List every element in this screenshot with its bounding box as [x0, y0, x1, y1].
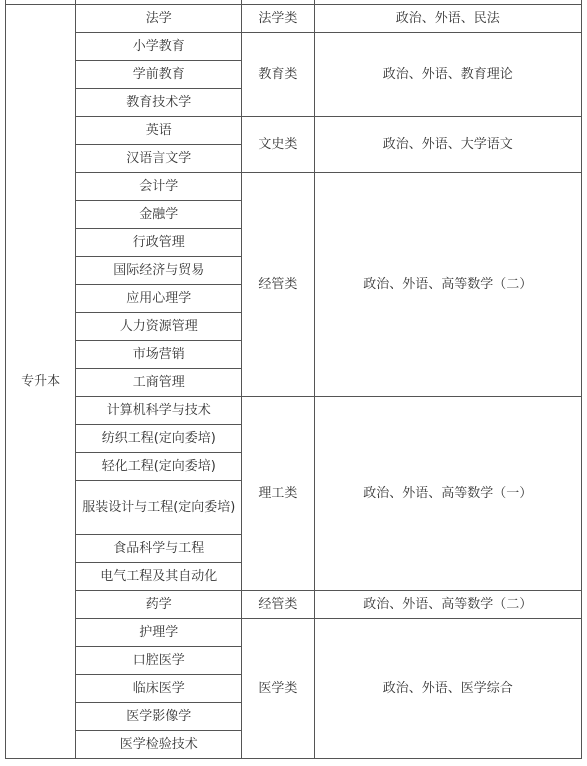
major-cell: 国际经济与贸易: [76, 256, 242, 284]
major-cell: 应用心理学: [76, 284, 242, 312]
exam-subjects-cell: 政治、外语、高等数学（一）: [314, 396, 581, 590]
major-cell: 护理学: [76, 618, 242, 646]
major-cell: 食品科学与工程: [76, 534, 242, 562]
exam-subjects-cell: 政治、外语、医学综合: [314, 618, 581, 758]
major-cell: 服装设计与工程(定向委培): [76, 480, 242, 534]
category-cell: 理工类: [242, 396, 314, 590]
major-cell: 纺织工程(定向委培): [76, 424, 242, 452]
major-cell: 轻化工程(定向委培): [76, 452, 242, 480]
category-cell: 医学类: [242, 618, 314, 758]
major-cell: 汉语言文学: [76, 144, 242, 172]
major-cell: 医学检验技术: [76, 730, 242, 758]
table-row: [6, 32, 582, 60]
major-cell: 药学: [76, 590, 242, 618]
major-cell: 计算机科学与技术: [76, 396, 242, 424]
major-cell: 工商管理: [76, 368, 242, 396]
major-cell: 临床医学: [76, 674, 242, 702]
table-row: [6, 116, 582, 144]
major-cell: 金融学: [76, 200, 242, 228]
table-row: [6, 172, 582, 200]
category-cell: 文史类: [242, 116, 314, 172]
table-body: [6, 0, 582, 758]
major-cell: 行政管理: [76, 228, 242, 256]
table-row: [6, 618, 582, 646]
major-cell: 小学教育: [76, 32, 242, 60]
exam-subjects-cell: 政治、外语、教育理论: [314, 32, 581, 116]
admission-subjects-table: [5, 0, 582, 759]
major-cell: 会计学: [76, 172, 242, 200]
major-cell: 电气工程及其自动化: [76, 562, 242, 590]
category-cell: 教育类: [242, 32, 314, 116]
category-cell: 经管类: [242, 172, 314, 396]
table-row: [6, 396, 582, 424]
major-cell: 市场营销: [76, 340, 242, 368]
table-row: [6, 590, 582, 618]
major-cell: 口腔医学: [76, 646, 242, 674]
major-cell: 人力资源管理: [76, 312, 242, 340]
major-cell: 英语: [76, 116, 242, 144]
exam-subjects-cell: 政治、外语、大学语文: [314, 116, 581, 172]
table-row: [6, 4, 582, 32]
exam-subjects-cell: 政治、外语、民法: [314, 4, 581, 32]
major-cell: 医学影像学: [76, 702, 242, 730]
level-cell: 专升本: [6, 4, 76, 758]
category-cell: 经管类: [242, 590, 314, 618]
major-cell: 教育技术学: [76, 88, 242, 116]
exam-subjects-cell: 政治、外语、高等数学（二）: [314, 172, 581, 396]
category-cell: 法学类: [242, 4, 314, 32]
exam-subjects-cell: 政治、外语、高等数学（二）: [314, 590, 581, 618]
major-cell: 法学: [76, 4, 242, 32]
major-cell: 学前教育: [76, 60, 242, 88]
